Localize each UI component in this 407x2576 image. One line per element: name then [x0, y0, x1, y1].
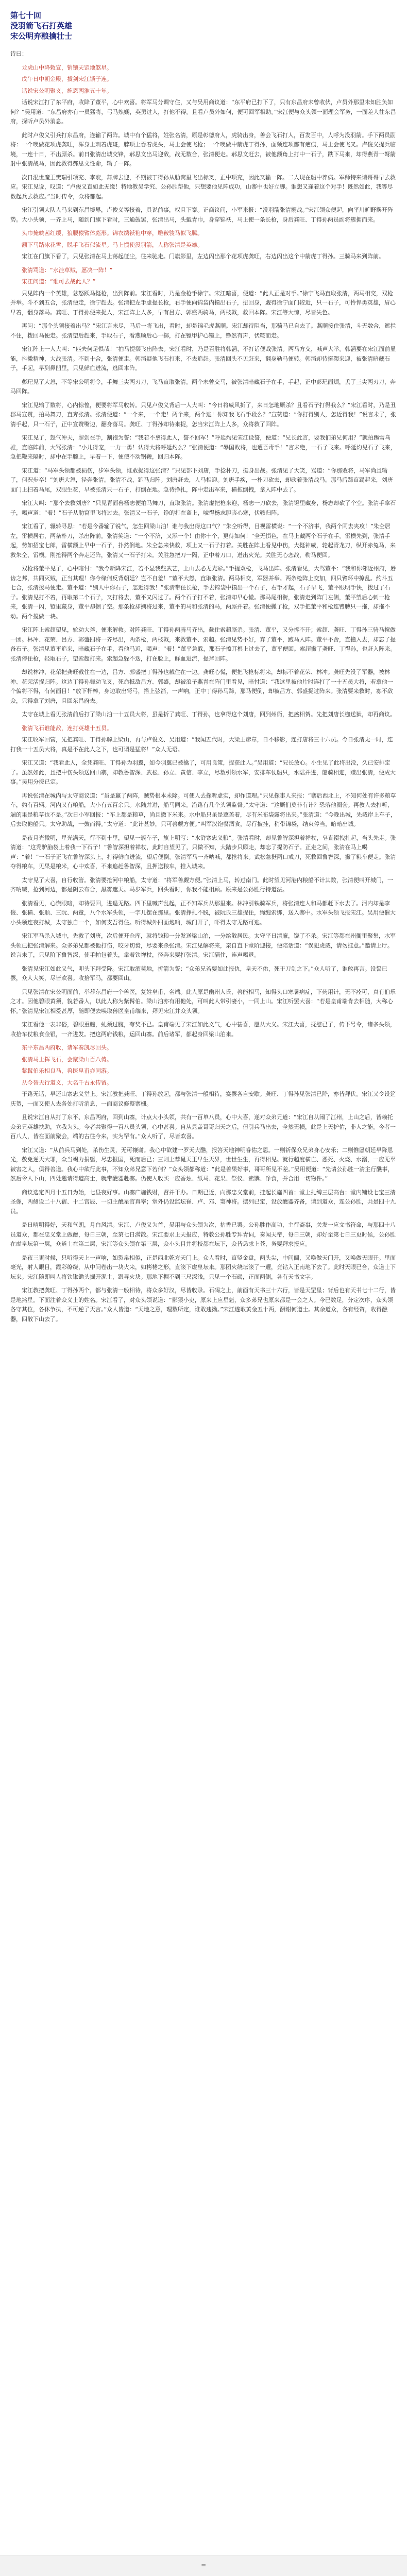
paragraph: 再问：“那个头领接着出马？”宋江言未尽，马后一将飞出，看时，却是锦毛虎燕顺。宋江却待阻当，那骑马已自去了。燕顺接住张清，斗无数合，遮拦不住，拨回马便走。张清望后赶来，手取石子，看燕顺后心一掷，打在镗甲护心镜上，铮然有声，伏鞍而走。 [10, 323, 396, 339]
bottom-toolbar [0, 2555, 407, 2576]
poem-line: 张清马上挥飞石，会聚梁山百八俦。 [22, 1056, 112, 1063]
paragraph: 宋江见了，怒气冲天，掣剑在手，割袍为誓：“我若不拿得此人，誓不回军！”呼延灼见宋江设誓，便道：“兄长此言，要我们弟兄何用？”就拍踢雪乌骓，直临阵前，大骂张清：“小儿得宠，一力一勇！认得大将呼延灼么？”张清便道：“辱国败将，也遭吾毒手！”言未绝，一石子飞来。呼延灼见石子飞来，急把鞭来隔时，却中在手腕上，早着一下，便使不动钢鞭，回归本阵。 [10, 434, 396, 460]
paragraph: 此时卢俊义引兵打东昌府，连输了两阵。城中有个猛将，姓张名清，原是彰德府人，虎骑出身，善会飞石打人，百发百中，人呼为没羽箭。手下两员副将：一个唤做花项虎龚旺，浑身上刺着虎斑，脖项上吞着虎头，马上会使飞枪；一个唤做中箭虎丁得孙，面颊连项都有疤痕，马上会使飞叉。卢俊义提兵临境，一连十日，不出厮杀。前日张清出城交锋，郝思文出马迎敌，战无数合，张清便走。郝思文赶去，被他额角上打中一石子，跌下马来，却得燕青一弩箭射中张清战马，因此救得郝思文性命，输了一阵。 [10, 131, 396, 167]
paragraph: 诗曰： [10, 50, 27, 57]
poem-line: 张清飞石谁能敌，连打英雄十五员。 [22, 724, 112, 732]
paragraph: 是夜月光微明，星光满天，行不到十里，望见一簇车子，旗上明写：“水浒寨忠义粮”。张清看时，却见鲁智深担着禅杖，皂直裰拽扎起，当头先走。张清道：“这秃驴脑袋上着我一下石子！”鲁智深担着禅杖，此时自望见了，只做不知，大踏步只顾走，却忘了提防石子。正走之间，张清在马上喝声：“着！”一石子正飞在鲁智深头上，打得鲜血迸流，望后便倒。张清军马一齐呐喊，都抢将来。武松急挺两口戒刀，死救回鲁智深，撇了粮车便走。张清夺得粮车，见果是粮米，心中欢喜，不来追赶鲁智深，且押送粮车，推入城来。 [10, 834, 396, 870]
chapter-title-line-1: 没羽箭飞石打英雄 [10, 21, 73, 30]
poem-line: 东平东昌两府收，诸军奏凯尽回头。 [22, 1044, 112, 1051]
paragraph: 宋江又道：“我看此人，全凭龚旺、丁得孙为羽翼，如今羽翼已被擒了，可用良策，捉获此人。”吴用道：“兄长放心。小生见了此将出没，久已安排定了。虽然如此，且把中伤头领送回山寨，却教鲁智深、武松、孙立、黄信、李立，尽数引领水军，安排车仗船只，水陆并进，船骑相迎，赚出张清，便成大事。”吴用分拨已定。 [10, 759, 396, 785]
chapter-heading [10, 10, 397, 41]
paragraph: 宋江看了，辗转寻思：“若是今番输了锐气，怎生回梁山泊！谁与我出得这口气？”朱仝听得，目视雷横说：“一个不济事，我两个同去夹攻！”朱仝居左，雷横居右，两条朴刀，杀出阵前。张清笑道：“一个不济，又添一个！由你十个，更待如何！”全无惧色，在马上藏两个石子在手。雷横先到，张清手起，势如招宝七郎，雷横额上早中一石子，扑然倒地。朱仝急来快救，项上又一石子打着。关胜在阵上看见中伤，大挺神威，轮起青龙刀，纵开赤兔马，来救朱仝、雷横。刚抢得两个奔走还阵，张清又一石子打来。关胜急把刀一隔，正中着刀口，迸出火光。关胜无心恋战，勒马便回。 [10, 523, 396, 558]
poem-line: 头巾掩映茜红缨，狼腰猿臂体彪形。锦衣绣袄袍中穿，雕鞍骏马似飞腾。 [22, 230, 203, 236]
paragraph: 宋江在门旗下看了，只见张清在马上荡起征尘，往来驰走。门旗影里，左边闪出那个花项虎龚旺，右边闪出这个中箭虎丁得孙。三骑马来到阵前。 [22, 253, 384, 260]
poem-line: 龙虎山中降敕宣，销镶天罡地煞星。 [22, 64, 112, 71]
paragraph: 只见阵内一个英雄，忿怒跃马挺枪，出到阵前。宋江看时，乃是金枪手徐宁。宋江暗喜，便道：“此人正是对手。”徐宁飞马直取张清，两马相交，双枪并举。斗不到五合，张清便走，徐宁赶去。张清把左手虚提长枪，右手便向锦袋内摸出石子，扭回身，觑得徐宁面门较近，只一石子，可怜悍勇英雄，眉心早着，翻身落马。龚旺、丁得孙便来捉人，宋江阵上人多，早有吕方、郭盛两骑马，两枝戟，救回本阵。宋江等大惊，尽皆失色。 [10, 290, 396, 316]
paragraph: 宋江阵上一人大叫：“匹夫何足惧哉！”拍马提槊飞出阵去。宋江看时，乃是百胜将韩滔，不打话便战张清。两马方交，喊声大举。韩滔要在宋江面前显能，抖擞精神，大战张清。不到十合，张清便走。韩滔疑他飞石打来，不去追赶。张清回头不见赶来，翻身勒马便转。韩滔却待挺槊来迎，被张清暗藏石子，手起，早到鼻凹里，只见鲜血迸流，逃回本阵。 [10, 346, 396, 371]
poem-line: 张清骂道：“水洼草贼，愿决一阵！” [22, 266, 113, 274]
paragraph: 太守在城上看见张清前后打了梁山泊一十五员大将，虽是折了龚旺、丁得孙，也拿得这个刘唐，回到州衙，把盏相贺。先把刘唐长枷送狱，却再商议。 [22, 711, 396, 718]
paragraph: 太守见了大喜，自行收管。张清要抢河中粮船，太守道：“将军善觑方便。”张清上马，转过南门。此时望见河港内粮船不计其数，张清便叫开城门，一齐呐喊，抢到河边，都是阴云布合，黑雾遮天。马步军兵，回头看时，你我不能相顾。原来是公孙胜行持道法。 [10, 876, 393, 893]
paragraph: 双枪将董平见了，心中暗忖：“我今新降宋江，若不显我些武艺，上山去必无光彩。”手提双枪，飞马出阵。张清看见，大骂董平：“我和你邻近州府，唇齿之邦，共同灭贼，正当其理！你今缘何反背朝廷？岂不自羞！”董平大怒，直取张清。两马相交，军器并举。两条枪阵上交加，四只臂环中撩乱。约斗五七合，张清拨马便走。董平道：“别人中你石子，怎近得我！”张清带住长枪，手去锦袋中摸出一个石子，右手才起，石子早飞，董平眼明手快，拨过了石子。张清见打不着，再取第二个石子，又打将去，董平又闪过了。两个石子打不着，张清却早心慌。那马尾相衔，张清走到阵门左侧，董平望后心刺一枪来，张清一闪，镫里藏身，董平却搠了空。那条枪却搠将过来，董平的马和张清的马，两厮并着。张清便撇了枪，双手把董平和枪连臂膊只一拖，却拖不动。两个搅做一块。 [10, 565, 396, 620]
paragraph: 次日混世魔王樊瑞引项充、李衮，舞牌去迎，不期被丁得孙从肋窝里飞出标叉，正中项充，因此又输一阵。二人现在船中养病。军师特来请哥哥早去救应。宋江见说，叹道：“卢俊义直如此无缘！特地教吴学究、公孙胜帮他，只想要他见阵成功，山寨中也好立脚。谁想又逢着这个对手！既然如此，我等尽数起兵去救应。”当时传令，众将都起。 [10, 174, 396, 200]
paragraph: 宋江阵上索超望见，轮动大斧，便来解救。对阵龚旺、丁得孙两骑马齐出，截住索超厮杀。张清、董平，又分拆不开；索超、龚旺、丁得孙三骑马搅做一团。林冲、花荣、吕方、郭盛四将一齐尽出，两条枪，两枝戟，来救董平、索超。张清见势不好，弃了董平，跑马入阵。董平不舍，直撞入去，却忘了提备石子。张清见董平追来，暗藏石子在手，看他马近，喝声：“着！”董平急躲，那石子擦耳根上过去了，董平便回。索超撇了龚旺、丁得孙，也赶入阵来。张清停住枪，轻取石子，望索超打来。索超急躲不迭，打在脸上，鲜血迸流，提斧回阵。 [10, 626, 396, 662]
menu-icon: ≡ [200, 2562, 207, 2569]
poem-line: 话说宋公明聚义，施恩两淮五十年。 [22, 87, 112, 94]
paragraph: 宋江军马杀入城中，先救了刘唐，次后便开仓库，就将钱粮一分发送梁山泊，一分给散居民。太守平日清廉，饶了不杀。宋江等都在州衙里聚集，水军头领已把张清解来。众多弟兄都被他打伤，咬牙切齿，尽要来杀张清。宋江见解将来，亲自直下堂阶迎接，便陪话道：“误犯虎威，请勿挂意。”邀请上厅。说言未了，只见阶下鲁智深，使手帕包着头，拿着铁禅杖，径奔来要打张清。宋江隔住，连声喝退。 [10, 933, 396, 958]
menu-button[interactable] [201, 2562, 206, 2569]
paragraph: 是夜三更时候，只听得天上一声响，如裂帛相似，正是西北乾方天门上。众人看时，直竖金盘，两头尖，中间阔，又唤做天门开，又唤做天眼开。里面毫光，射人眼目，霞彩缭绕，从中间卷出一块火来，如栲栳之形，直滚下虚皇坛来。那团火绕坛滚了一遭，竟钻入正南地下去了。此时天眼已合，众道士下坛来。宋江随即叫人将铁锹锄头掘开泥土，跟寻火块。那地下掘不到三尺深浅，只见一个石碣，正面两侧，各有天书文字。 [10, 1254, 396, 1280]
poem-line: 额下马踏冰花雪，脱手飞石似流星。马上惯使没羽箭，人称张清是英雄。 [22, 241, 203, 248]
paragraph: 宋江见输了数将，心内惊惶，便要将军马收转。只见卢俊义背后一人大叫：“今日将威风折了，来日怎地厮杀？且看石子打得我么？”宋江看时，乃是丑郡马宣赞，拍马舞刀，直奔张清。张清便道：“一个来，一个走！两个来，两个逃！你知我飞石手段么？”宣赞道：“你打得别人，怎近得我！”说言未了，张清手起，只一石子，正中宣赞嘴边，翻身落马。龚旺、丁得孙却待来捉，怎当宋江阵上人多，众将救了回阵。 [10, 401, 396, 428]
chapter-title-line-2: 宋公明弃粮擒壮士 [10, 31, 73, 41]
poem-line: 从今替天行道义，大名千古永传留。 [22, 1079, 112, 1086]
paragraph: 张清看见，心慌眼暗，却待要回，进退无路。四下里喊声乱起，正不知军兵从那里来。林冲引铁骑军兵，将张清连人和马都赶下水去了。河内却是李俊、张横、张顺、三阮、两童，八个水军头领，一字儿摆在那里。张清挣扎不脱，被阮氏三雄捉住，绳缠索绑，送入寨中。水军头领飞报宋江。吴用便催大小头领连夜打城，太守独自一个，如何支吾得住。听得城外四面炮响，城门开了，吓得太守无路可逃。 [10, 900, 396, 926]
paragraph: 且说宋江自从打了东平、东昌两府，回到山寨，计点大小头领，共有一百单八员，心中大喜，遂对众弟兄道：“宋江自从闹了江州，上山之后，皆赖托众弟兄英雄扶助，立我为头。今者共聚得一百八员头领，心中甚喜。自从晁盖哥哥归天之后，但引兵马出去，全然无损，此是上天护佑，非人之能。今者一百八人，皆在面前聚会，端的古往今来，实为罕有。”众人听了，尽皆欢喜。 [10, 1114, 396, 1140]
paragraph: 宋江教把龚旺、丁得孙两个，都与张清一般相待，将众多好汉，尽皆收录。石碣之上，前面有天书三十六行，皆是天罡星；背后也有天书七十二行，皆是地煞星。下面注着众义士的姓名。宋江看了，对众头领说道：“鄙猥小吏，原来上应星魁，众多弟兄也原来都是一会之人。今已数足，分定次序，众头领各守其位，各休争执，不可逆了天言。”众人皆道：“天地之意，理数所定，谁敢违拗。”宋江遂取黄金五十两，酬谢何道士。其余道众，各有经资，收得醮器，四散下山去了。 [10, 1287, 396, 1323]
poem-line: 宋江问道：“谁可去战此人？” [22, 278, 96, 285]
paragraph: 只见张清在宋公明面前，举荐东昌府一个兽医，复姓皇甫，名端。此人原是幽州人氏，善能相马，知得头口寒暑病症，下药用针，无不痊可，真有伯乐之才。因他碧眼黄须，貌若番人，以此人称为紫髯伯。梁山泊亦有用他处，可叫此人带引妻小，一同上山。宋江听罢大喜：“若是皇甫端肯去相随，大称心怀。”张清见宋江相爱甚厚，随即便去唤取兽医皇甫端来，拜见宋江并众头领。 [10, 988, 396, 1014]
paragraph: 商议选定四月十五日为始，七昼夜好事。山寨广施钱财，督并干办。日期已近，向那忠义堂前，挂起长旛四首；堂上扎缚三层高台；堂内铺设七宝三清圣像，两侧设二十八宿、十二宫辰、一切主醮星官真宰；堂外仍设监坛崔、卢、邓、窦神将。摆列已定，设放醮器齐备，请到道众，连公孙胜，共是四十九员。 [10, 1189, 396, 1215]
chapter-number-title: 第七十回 [10, 11, 42, 20]
paragraph: 宋江看他一表非俗，碧眼重瞳，虬须过腹，夸奖不已。皇甫端见了宋江如此义气，心中甚喜，愿从大义。宋江大喜，抚慰已了，传下号令，诸多头领，收拾车仗粮食金银，一齐进发。把这两府钱粮，运回山寨。前后诸军，都起身回梁山泊来。 [10, 1021, 396, 1038]
paragraph: 彭玘见了大怒，不等宋公明将令，手舞三尖两刃刀，飞马直取张清。两个未曾交马，被张清暗藏石子在手，手起，正中彭玘面颊，丢了三尖两刃刀，奔马回阵。 [10, 378, 396, 395]
poem-line: 紫髯伯乐相良马，兽医皇甫亦同游。 [22, 1067, 112, 1074]
paragraph: 张清见宋江如此义气，叩头下拜受降。宋江取酒奠地，折箭为誓：“众弟兄若要如此报仇，皇天不佑，死于刀剑之下。”众人听了，谁敢再言。设誓已罢，众人大笑，尽皆欢喜。收拾军马，都要回山。 [10, 965, 387, 981]
paragraph: 宋江收军回营，先把龚旺、丁得孙解上梁山，再与卢俊义、吴用道：“我闻五代时，大梁王彦章，日不移影，连打唐将三十六员。今日张清无一时，连打我一十五员大将，真是不在此人之下，也可谓是猛将！”众人无语。 [10, 736, 393, 753]
paragraph: 宋江又道：“从前兵马到处，杀伤生灵，无可禳谢。我心中欲建一罗天大醮，报答天地神明眷佑之恩。一则祈保众兄弟身心安乐；二则惟愿朝廷早降恩光，赦免逆天大罪，众当竭力捐躯，尽忠报国，死而后已；三则上荐晁天王早生天界，世世生生，再得相见。就行超度横亡、恶死、火烧、水溺，一应无辜被害之人，俱得善道。我心中欲行此事，不知众弟兄意下若何？”众头领都称道：“此是善果好事，哥哥所见不差。”吴用便道：“先请公孙胜一清主行醮事，然后令人下山，四处邀请得道高士，就带醮器赴寨。仍使人收买一应香烛、纸马、花果、祭仪、素馔、净食，并合用一切物件。” [10, 1146, 396, 1182]
paragraph: 话说宋江打了东平府，收降了董平，心中欢喜。将军马分调守住，又与吴用商议道：“东平府已打下了，只有东昌府未曾收伏，卢员外那里未知胜负如何？”吴用道：“东昌府亦有一员猛将，弓马熟娴，英勇过人，打他不得。且看卢员外如何，便可回军相助。”宋江便与众头领一面理会军务，一面差人往东昌府，探听卢员外消息。 [10, 99, 396, 125]
paragraph: 宋江大叫：“那个去救刘唐？”只见青面兽杨志便拍马舞刀，直取张清。张清虚把枪来迎，杨志一刀砍去，张清镫里藏身，杨志却砍了个空。张清手拿石子，喝声道：“着！”石子从肋窝里飞将过去。张清又一石子，铮的打在盔上，唬得杨志胆丧心寒，伏鞍归阵。 [10, 500, 396, 516]
paragraph: 宋江道：“马军头领都被损伤，步军头领，谁敢捉得这张清？”只见部下刘唐，手捻朴刀，挺身出战。张清见了大笑，骂道：“你那败将，马军尚且输了，何况步卒！”刘唐大怒，径奔张清。张清不战，跑马归阵。刘唐赶去，人马相迎。刘唐手疾，一朴刀砍去，却砍着张清战马。那马后蹄直踢起来，刘唐面门上扫着马尾，双眼生花，早被张清只一石子，打倒在地。急待挣扎，阵中走出军来，横拖倒拽，拿入阵中去了。 [10, 467, 393, 493]
paragraph: 于路无话，早还山寨忠义堂上。宋江教把龚旺、丁得孙放起，都与张清一般相待，宴罢各自安歇。龚旺、丁得孙见张清已降，亦皆拜伏。宋江又令设筵庆贺，一面又使人去各处打听消息，一面商议修整寨栅。 [10, 1091, 396, 1107]
paragraph: 是日晴明得好，天和气朗，月白风清。宋江、卢俊义为首，吴用与众头领为次，拈香已罢。公孙胜作高功，主行斋事，关发一应文书符命，与那四十八员道众，都在忠义堂上做醮，每日三朝，至第七日满散。宋江要求上天报应，特教公孙胜专拜青词，奏闻天帝，每日三朝，却好至第七日三更时候，公孙胜在虚皇坛第一层，众道士在第二层，宋江等众头领在第三层，众小头目并将校都在坛下，众皆恳求上苍，务要拜求报应。 [10, 1222, 396, 1247]
poem-line: 戊午日中朝金殿，拔剑宋江锁子连。 [22, 76, 112, 82]
paragraph: 却说林冲、花荣把龚旺截住在一边，吕方、郭盛把丁得孙也截住在一边。龚旺心慌，便把飞枪标将来，却标不着花荣、林冲。龚旺先没了军器，被林冲、花荣活捉归阵。这边丁得孙舞动飞叉，死命抵敌吕方、郭盛，却被浪子燕青在阵门里看见，暗忖道：“我这里被他片时连打了一十五员大将，若拿他一个偏将不得，有何面目！”放下杆棒，身边取出弩弓，搭上弦箭，一声响，正中丁得孙马蹄，那马便倒，却被吕方、郭盛捉过阵来。张清要来救时，寡不敌众，只得拿了刘唐，且回东昌府去。 [10, 669, 393, 704]
chapter-body [10, 49, 397, 1324]
paragraph: 宋江引领大队人马来到东昌境界，卢俊义等接着，具说前事，权且下寨。正商议间，小军来报：“没羽箭张清搦战。”宋江领众便起，向平川旷野摆开阵势。大小头领，一齐上马，随到门旗下看时，三通鼓罢，张清出马，头戴青巾，身穿锦袄，马上使一条长枪，身后龚旺、丁得孙两员副将簇拥而来。 [10, 207, 393, 223]
paragraph: 再说张清在城内与太守商议道：“虽是赢了两阵，贼势根本未除。可使人去探听虚实，却作道理。”只见探事人来报：“寨后西北上，不知何处有许多粮草车，约有百辆。河内又有粮船，大小有五百余只。水陆并进，船马同来。沿路有几个头领监督。”太守道：“这厮们莫非有计？恐落他圈套。再教人去打听，端的果是粮草也不是。”次日小军回报：“车上都是粮草，尚且撒下米来。水中船只虽是遮盖着，尽有米布袋露将出来。”张清道：“今晚出城，先截岸上车子，后去取他船只。太守助战，一鼓而得。”太守道：“此计甚妙，只可善觑方便。”叫军汉饱餐酒食，尽行披挂，稍带锦袋，结束停当，暗暗出城。 [10, 792, 396, 827]
